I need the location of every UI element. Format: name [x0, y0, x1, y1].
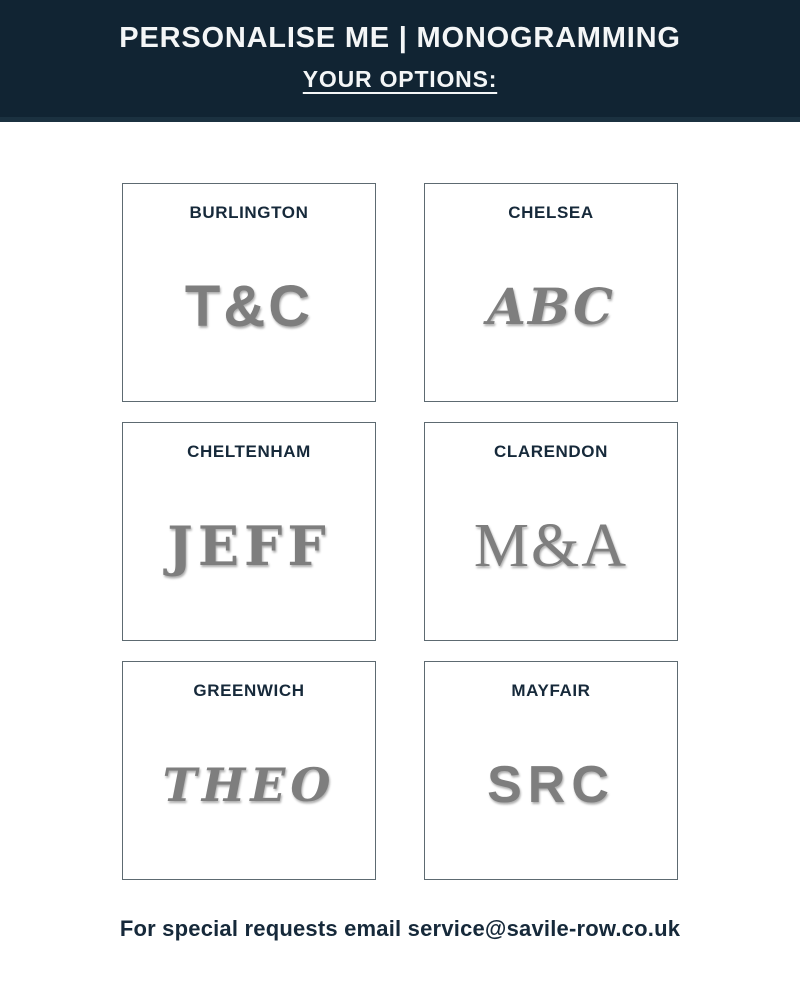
page-title: PERSONALISE ME | MONOGRAMMING	[119, 22, 681, 54]
monogram-style-name: CHELSEA	[508, 203, 594, 222]
monogram-style-name: BURLINGTON	[189, 203, 309, 222]
monogram-style-name: GREENWICH	[193, 681, 305, 700]
monogram-option-mayfair	[424, 661, 678, 880]
monogram-sample-text: SRC	[487, 756, 615, 814]
monogram-sample-area	[425, 701, 677, 879]
monogram-sample-area	[123, 701, 375, 879]
monogram-sample-area	[425, 462, 677, 640]
monogram-option-burlington	[122, 183, 376, 402]
monogram-sample-area	[123, 223, 375, 401]
page-subtitle: YOUR OPTIONS:	[302, 66, 498, 92]
monogram-sample-text: JEFF	[167, 514, 331, 578]
monogram-options-grid	[122, 183, 678, 880]
monogram-sample-text: ABC	[487, 277, 615, 336]
monogram-option-clarendon	[424, 422, 678, 641]
monogram-style-name: CHELTENHAM	[187, 442, 311, 461]
monogram-option-cheltenham	[122, 422, 376, 641]
monogram-style-name: MAYFAIR	[511, 681, 591, 700]
monogram-sample-area	[425, 223, 677, 401]
monogram-sample-text: T&C	[184, 274, 314, 339]
monogram-style-name: CLARENDON	[493, 442, 608, 461]
monogram-option-chelsea	[424, 183, 678, 402]
header-banner	[0, 0, 800, 122]
monogram-sample-area	[123, 462, 375, 640]
monogram-sample-text: THEO	[162, 758, 336, 812]
monogram-sample-text: M&A	[473, 512, 629, 580]
monogram-option-greenwich	[122, 661, 376, 880]
footer-note: For special requests email service@savile-row.co.uk	[119, 916, 681, 941]
